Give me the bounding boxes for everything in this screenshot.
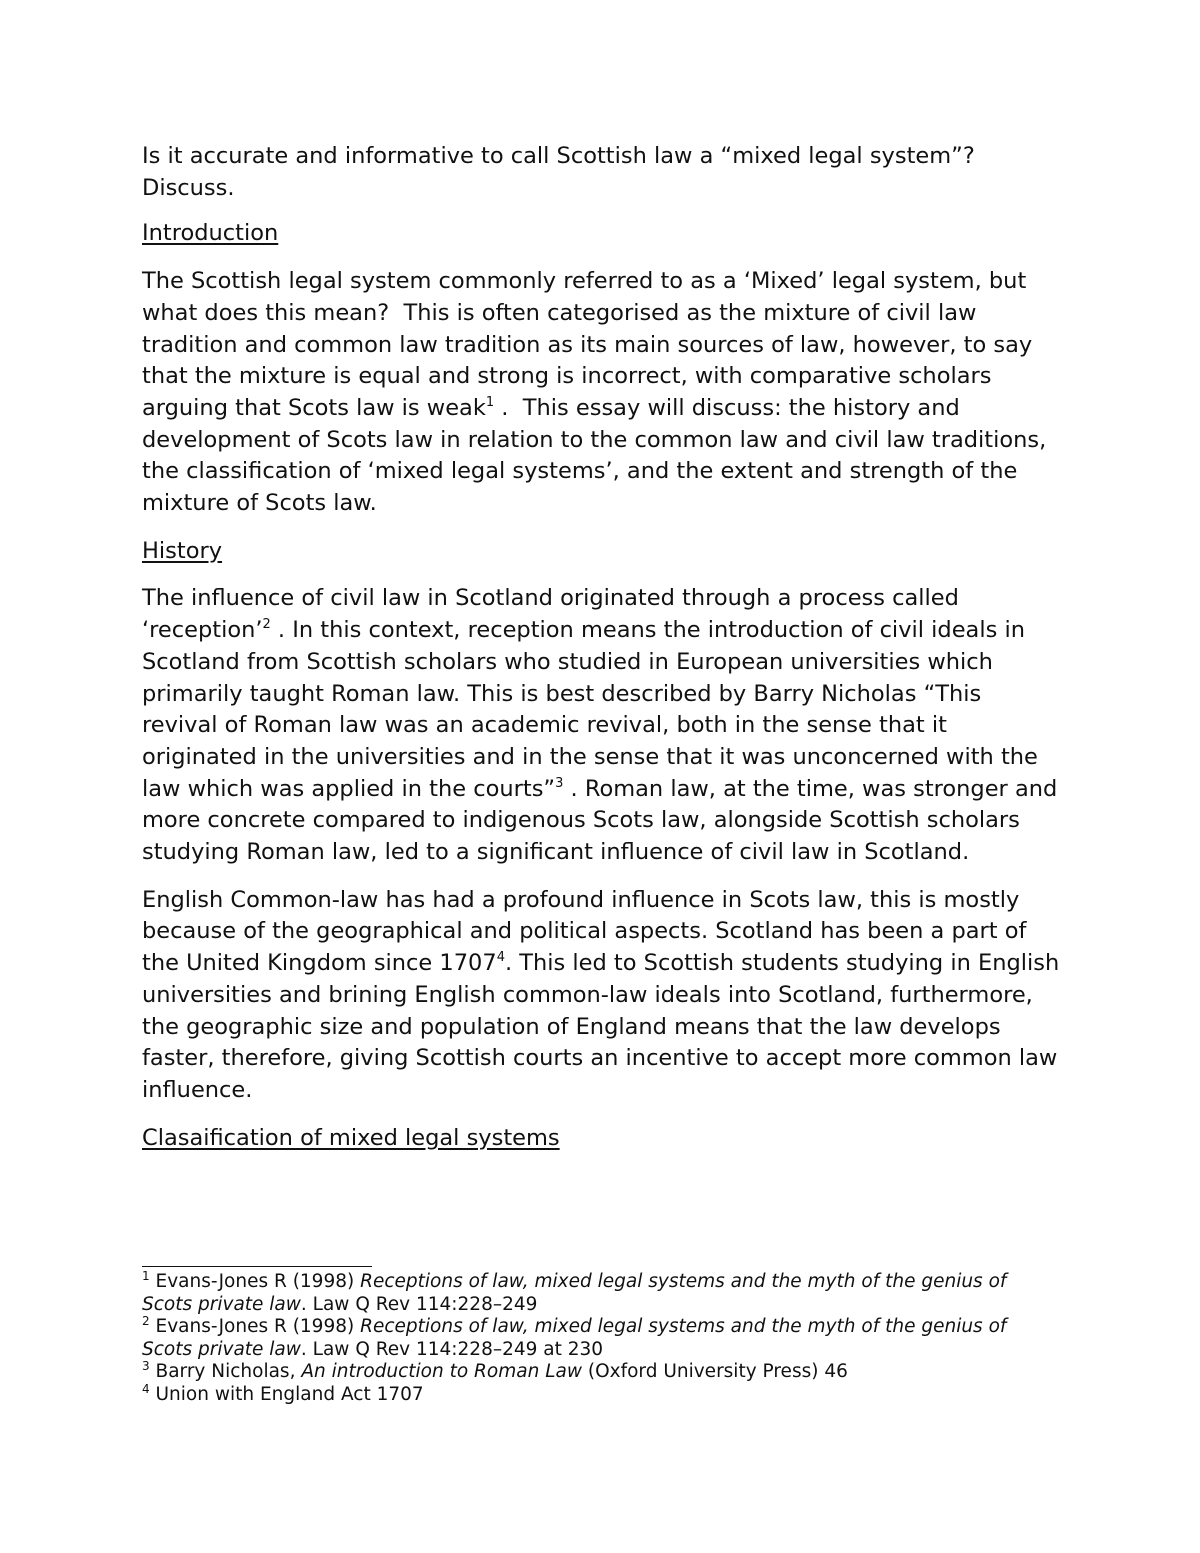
footnote-2-citation: . Law Q Rev 114:228–249 at 230 (300, 1338, 604, 1360)
footnote-4-number: 4 (142, 1381, 150, 1396)
essay-question-line-1: Is it accurate and informative to call Scottish law a “mixed legal system”? (142, 143, 975, 169)
footnote-2 (142, 1316, 1060, 1361)
history-paragraph-2 (142, 885, 1060, 1107)
footnote-3-text: Barry Nicholas, (149, 1361, 302, 1383)
history-p1-text-b: . In this context, reception means the introduction of civil ideals in Scotland from Scottish scholars who studied in European universities which primarily taught Roman law. This is best described by Barry Nicholas “This revival of Roman law was an academic revival, both in the sense that it originated in the universities and in the sense that it was unconcerned with the law which was applied in the courts” (142, 617, 1038, 802)
section-heading-history: History (142, 537, 223, 564)
footnotes-area (142, 1266, 1060, 1407)
footnote-1-citation: . Law Q Rev 114:228–249 (300, 1293, 538, 1315)
history-p2-text-a: English Common-law has had a profound influence in Scots law, this is mostly because of the geographical and political aspects. Scotland has been a part of the United Kingdom since 1707 (142, 886, 1027, 977)
footnote-3-title: An introduction to Roman Law (301, 1361, 582, 1383)
section-heading-introduction: Introduction (142, 220, 279, 247)
footnote-1 (142, 1271, 1060, 1316)
history-p1-text-a: The influence of civil law in Scotland originated through a process called ‘reception’ (142, 585, 959, 644)
footnote-1-title: Receptions of law, mixed legal systems and the myth of the genius of Scots private law (142, 1271, 1007, 1315)
footnote-ref-2[interactable]: 2 (262, 617, 271, 633)
footnote-3 (142, 1361, 1060, 1384)
footnote-ref-4[interactable]: 4 (496, 950, 505, 966)
introduction-paragraph (142, 266, 1060, 520)
footnote-4 (142, 1381, 1060, 1407)
essay-question (142, 141, 1060, 204)
footnote-3-number: 3 (142, 1359, 150, 1374)
history-paragraph-1 (142, 583, 1060, 868)
footnote-4-text: Union with England Act 1707 (149, 1383, 424, 1405)
introduction-text-a: The Scottish legal system commonly referred to as a ‘Mixed’ legal system, but what does this mean? This is often categorised as the mixture of civil law tradition and common law tradition as its main sources of law, however, to say that the mixture is equal and strong is incorrect, with comparative scholars arguing that Scots law is weak (142, 268, 1033, 421)
footnote-1-number: 1 (142, 1269, 150, 1283)
footnote-2-title: Receptions of law, mixed legal systems and the myth of the genius of Scots private law (142, 1316, 1007, 1360)
footnote-ref-1[interactable]: 1 (485, 394, 495, 410)
footnote-2-text: Evans-Jones R (1998) (149, 1316, 361, 1338)
footnote-3-citation: (Oxford University Press) 46 (581, 1361, 848, 1383)
introduction-text-b: . This essay will discuss: the history and development of Scots law in relation to the common law and civil law traditions, the classification of ‘mixed legal systems’, and the extent and strength of the mixture of Scots law. (142, 394, 1047, 517)
history-p1-text-c: . Roman law, at the time, was stronger and more concrete compared to indigenous Scots law, alongside Scottish scholars studying Roman law, led to a significant influence of civil law in Scotland. (142, 775, 1058, 866)
footnote-ref-3[interactable]: 3 (555, 775, 564, 791)
footnote-1-text: Evans-Jones R (1998) (149, 1271, 361, 1292)
document-body (142, 141, 1060, 1170)
history-p2-text-b: . This led to Scottish students studying in English universities and brining English common-law ideals into Scotland, furthermore, the geographic size and population of England means that the law develops faster, therefore, giving Scottish courts an incentive to accept more common law influence. (142, 950, 1060, 1103)
footnote-separator (142, 1266, 372, 1267)
footnote-2-number: 2 (142, 1314, 150, 1329)
section-heading-classification: Clasaification of mixed legal systems (142, 1124, 560, 1151)
essay-question-line-2: Discuss. (142, 174, 235, 201)
